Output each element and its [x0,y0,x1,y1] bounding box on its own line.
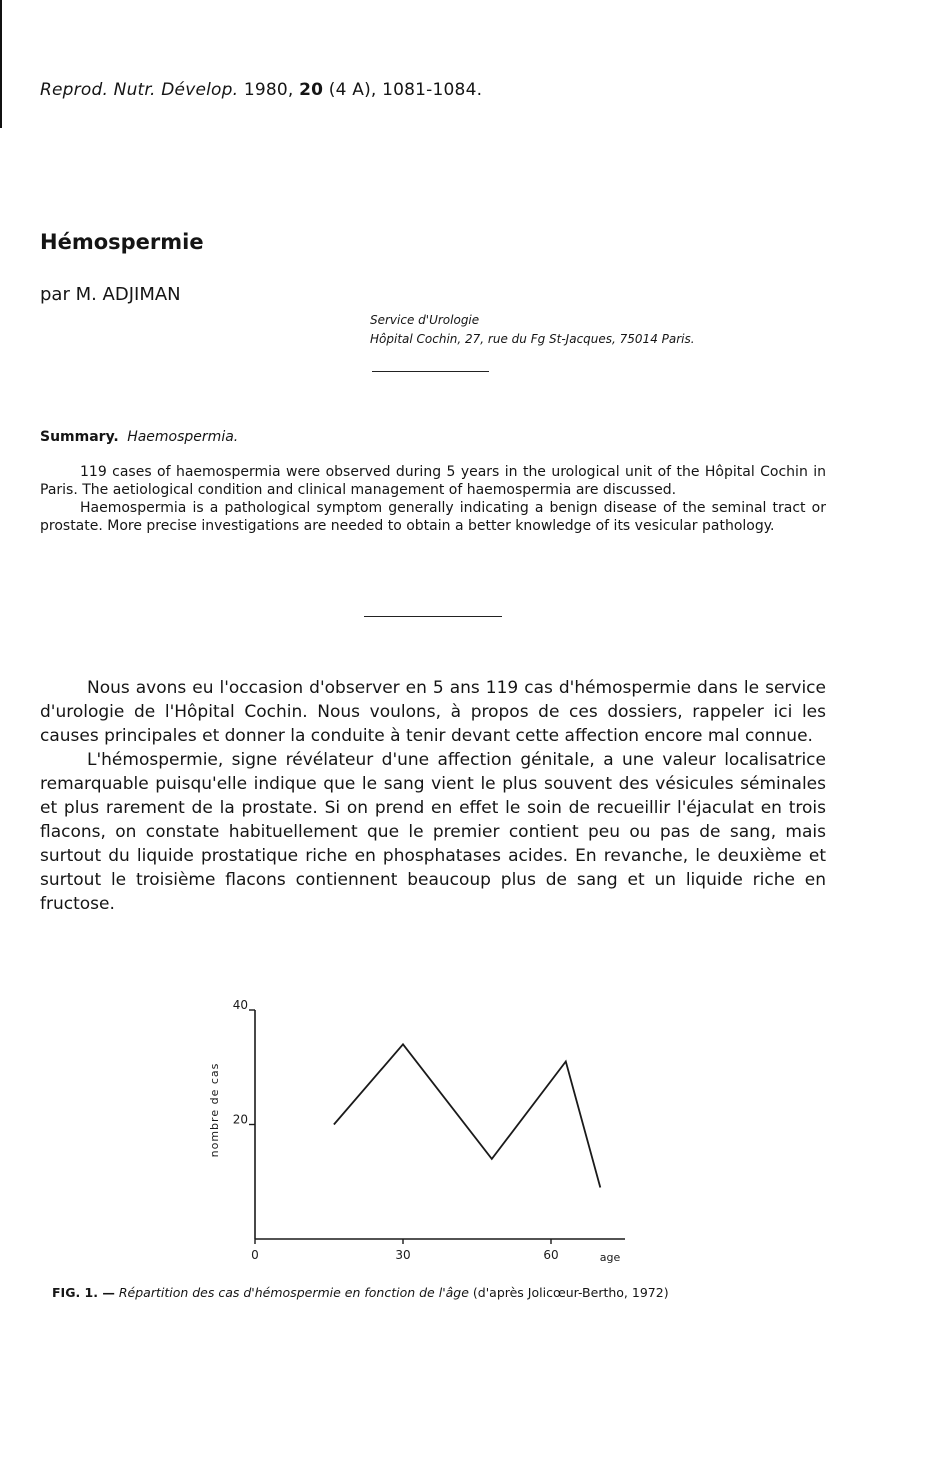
y-tick-label: 40 [232,998,248,1012]
article-author: par M. ADJIMAN [40,284,181,305]
figure-caption-text: Répartition des cas d'hémospermie en fonction de l'âge [118,1285,469,1300]
x-tick-label: 0 [251,1248,259,1262]
figure-label: FIG. 1. — [52,1285,115,1300]
figure-caption-source: (d'après Jolicœur-Bertho, 1972) [472,1285,669,1300]
article-title: Hémospermie [40,230,204,254]
journal-issue-pages: (4 A), 1081-1084. [328,80,483,100]
y-axis-label: nombre de cas [208,1062,221,1158]
main-text [40,676,826,916]
summary-title: Haemospermia. [127,429,239,445]
affiliation-line-2: Hôpital Cochin, 27, rue du Fg St-Jacques, 75014 Paris. [370,332,695,346]
journal-volume: 20 [299,80,324,100]
page-edge-bar [0,0,2,128]
y-tick-label: 20 [232,1112,248,1127]
summary-paragraph: Haemospermia is a pathological symptom generally indicating a benign disease of the seminal tract or prostate. More precise investigations are needed to obtain a better knowledge of its vesicular pathology. [40,500,826,534]
divider-rule [372,371,489,372]
series-line [334,1044,600,1187]
x-axis-label: age [599,1251,621,1264]
body-paragraph: Nous avons eu l'occasion d'observer en 5 ans 119 cas d'hémospermie dans le service d'urologie de l'Hôpital Cochin. Nous voulons, à propos de ces dossiers, rappeler ici les causes principales et donner la conduite à tenir devant cette affection encore mal connue. [40,678,826,746]
figure-caption [52,1285,669,1300]
age-distribution-chart [190,990,650,1275]
divider-rule [364,616,502,617]
journal-year: 1980, [243,80,294,100]
body-paragraph: L'hémospermie, signe révélateur d'une affection génitale, a une valeur localisatrice remarquable puisqu'elle indique que le sang vient le plus souvent des vésicules séminales et plus rarement de la prostate. Si on prend en effet le soin de recueillir l'éjaculat en trois flacons, on constate habituellement que le premier contient peu ou pas de sang, mais surtout du liquide prostatique riche en phosphatases acides. En revanche, le deuxième et surtout le troisième flacons contiennent beaucoup plus de sang et un liquide riche en fructose. [40,750,826,914]
summary-heading [40,429,238,445]
summary-body [40,463,826,535]
affiliation-line-1: Service d'Urologie [370,313,480,327]
x-tick-label: 30 [395,1248,411,1262]
summary-paragraph: 119 cases of haemospermia were observed during 5 years in the urological unit of the Hôpital Cochin in Paris. The aetiological condition and clinical management of haemospermia are discussed. [40,464,826,498]
journal-name: Reprod. Nutr. Dévelop. [40,80,239,100]
summary-label: Summary. [40,429,119,445]
affiliation [370,311,695,349]
journal-citation [40,80,482,100]
x-tick-label: 60 [543,1248,559,1262]
